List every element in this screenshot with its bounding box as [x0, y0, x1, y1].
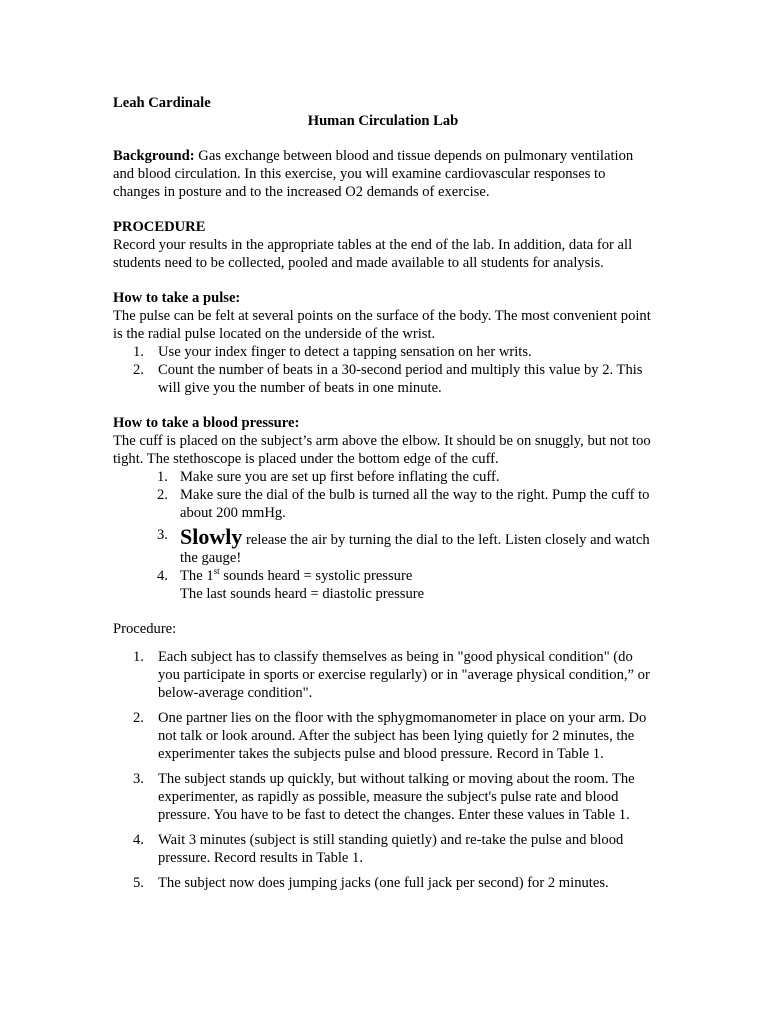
list-item [113, 709, 653, 763]
list-number: 4. [157, 568, 168, 584]
blood-pressure-steps-list [113, 468, 653, 603]
list-item [113, 770, 653, 824]
list-number: 2. [157, 487, 168, 503]
list-item-text-pre: The 1 [180, 568, 214, 584]
list-number: 2. [133, 710, 144, 726]
list-number: 3. [133, 771, 144, 787]
blood-pressure-heading: How to take a blood pressure: [113, 415, 300, 431]
pulse-section [113, 289, 653, 397]
list-item-text-post: sounds heard = systolic pressure [219, 568, 413, 584]
list-item [113, 874, 653, 892]
list-item-text: Count the number of beats in a 30-second period and multiply this value by 2. This will give you the number of beats in one minute. [158, 362, 643, 396]
procedure-intro-text: Record your results in the appropriate tables at the end of the lab. In addition, data for all students need to be collected, pooled and made available to all students for analysis. [113, 237, 633, 271]
blood-pressure-section [113, 414, 653, 603]
list-number: 3. [157, 527, 168, 543]
list-item [113, 831, 653, 867]
blood-pressure-text: The cuff is placed on the subject’s arm above the elbow. It should be on snuggly, but not too tight. The stethoscope is placed under the bottom edge of the cuff. [113, 433, 651, 467]
list-item-text: Each subject has to classify themselves as being in "good physical condition" (do you participate in sports or exercise regularly) or in "average physical condition,” or below-average condition". [158, 649, 650, 701]
list-item [113, 648, 653, 702]
list-item-text: Make sure you are set up first before inflating the cuff. [180, 469, 500, 485]
procedure-heading: PROCEDURE [113, 219, 206, 235]
list-item-text: Wait 3 minutes (subject is still standing quietly) and re-take the pulse and blood pressure. Record results in Table 1. [158, 832, 624, 866]
list-number: 2. [133, 362, 144, 378]
list-item-text: Use your index finger to detect a tapping sensation on her writs. [158, 344, 532, 360]
document-title: Human Circulation Lab [307, 113, 459, 129]
list-item-text-line2: The last sounds heard = diastolic pressure [180, 586, 425, 602]
list-item [113, 468, 653, 486]
list-item [113, 486, 653, 522]
slowly-emphasis: Slowly [180, 524, 243, 549]
list-item [113, 567, 653, 603]
list-item-text: The subject now does jumping jacks (one full jack per second) for 2 minutes. [158, 875, 609, 891]
list-number: 1. [133, 344, 144, 360]
procedure-steps-list [113, 648, 653, 892]
author-name: Leah Cardinale [113, 95, 211, 111]
pulse-steps-list [113, 343, 653, 397]
procedure-label: Procedure: [113, 621, 177, 637]
list-item [113, 343, 653, 361]
list-item-text: The subject stands up quickly, but without talking or moving about the room. The experimenter, as rapidly as possible, measure the subject's pulse rate and blood pressure. You have to be fast to detect the changes. Enter these values in Table 1. [158, 771, 635, 823]
list-item [113, 526, 653, 567]
list-number: 1. [157, 469, 168, 485]
background-text: Gas exchange between blood and tissue depends on pulmonary ventilation and blood circulation. In this exercise, you will examine cardiovascular responses to changes in posture and to the increased O2 demands of exercise. [113, 148, 634, 200]
list-number: 1. [133, 649, 144, 665]
list-number: 4. [133, 832, 144, 848]
background-paragraph [113, 147, 653, 201]
list-item-text: Make sure the dial of the bulb is turned all the way to the right. Pump the cuff to about 200 mmHg. [180, 487, 650, 521]
list-item-text: One partner lies on the floor with the sphygmomanometer in place on your arm. Do not talk or look around. After the subject has been lying quietly for 2 minutes, the experimenter takes the subjects pulse and blood pressure. Record in Table 1. [158, 710, 647, 762]
background-label: Background: [113, 148, 195, 164]
list-item-text: release the air by turning the dial to the left. Listen closely and watch the gauge! [180, 532, 650, 566]
document-body [113, 94, 653, 899]
ordinal-suffix: st [213, 566, 220, 577]
list-number: 5. [133, 875, 144, 891]
pulse-text: The pulse can be felt at several points on the surface of the body. The most convenient point is the radial pulse located on the underside of the wrist. [113, 308, 651, 342]
procedure-intro-section [113, 218, 653, 272]
pulse-heading: How to take a pulse: [113, 290, 241, 306]
list-item [113, 361, 653, 397]
